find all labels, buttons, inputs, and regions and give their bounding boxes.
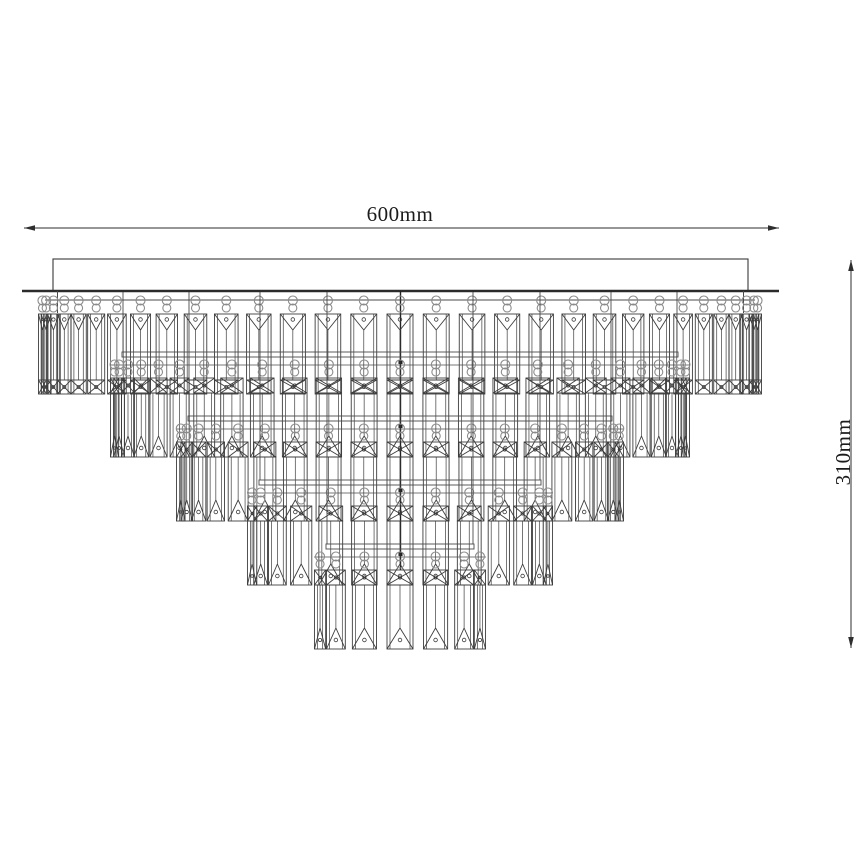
center-support-rod (399, 291, 403, 570)
width-dimension-label: 600mm (366, 202, 434, 226)
height-dimension-label: 310mm (831, 418, 855, 486)
canopy-plate (53, 259, 748, 291)
